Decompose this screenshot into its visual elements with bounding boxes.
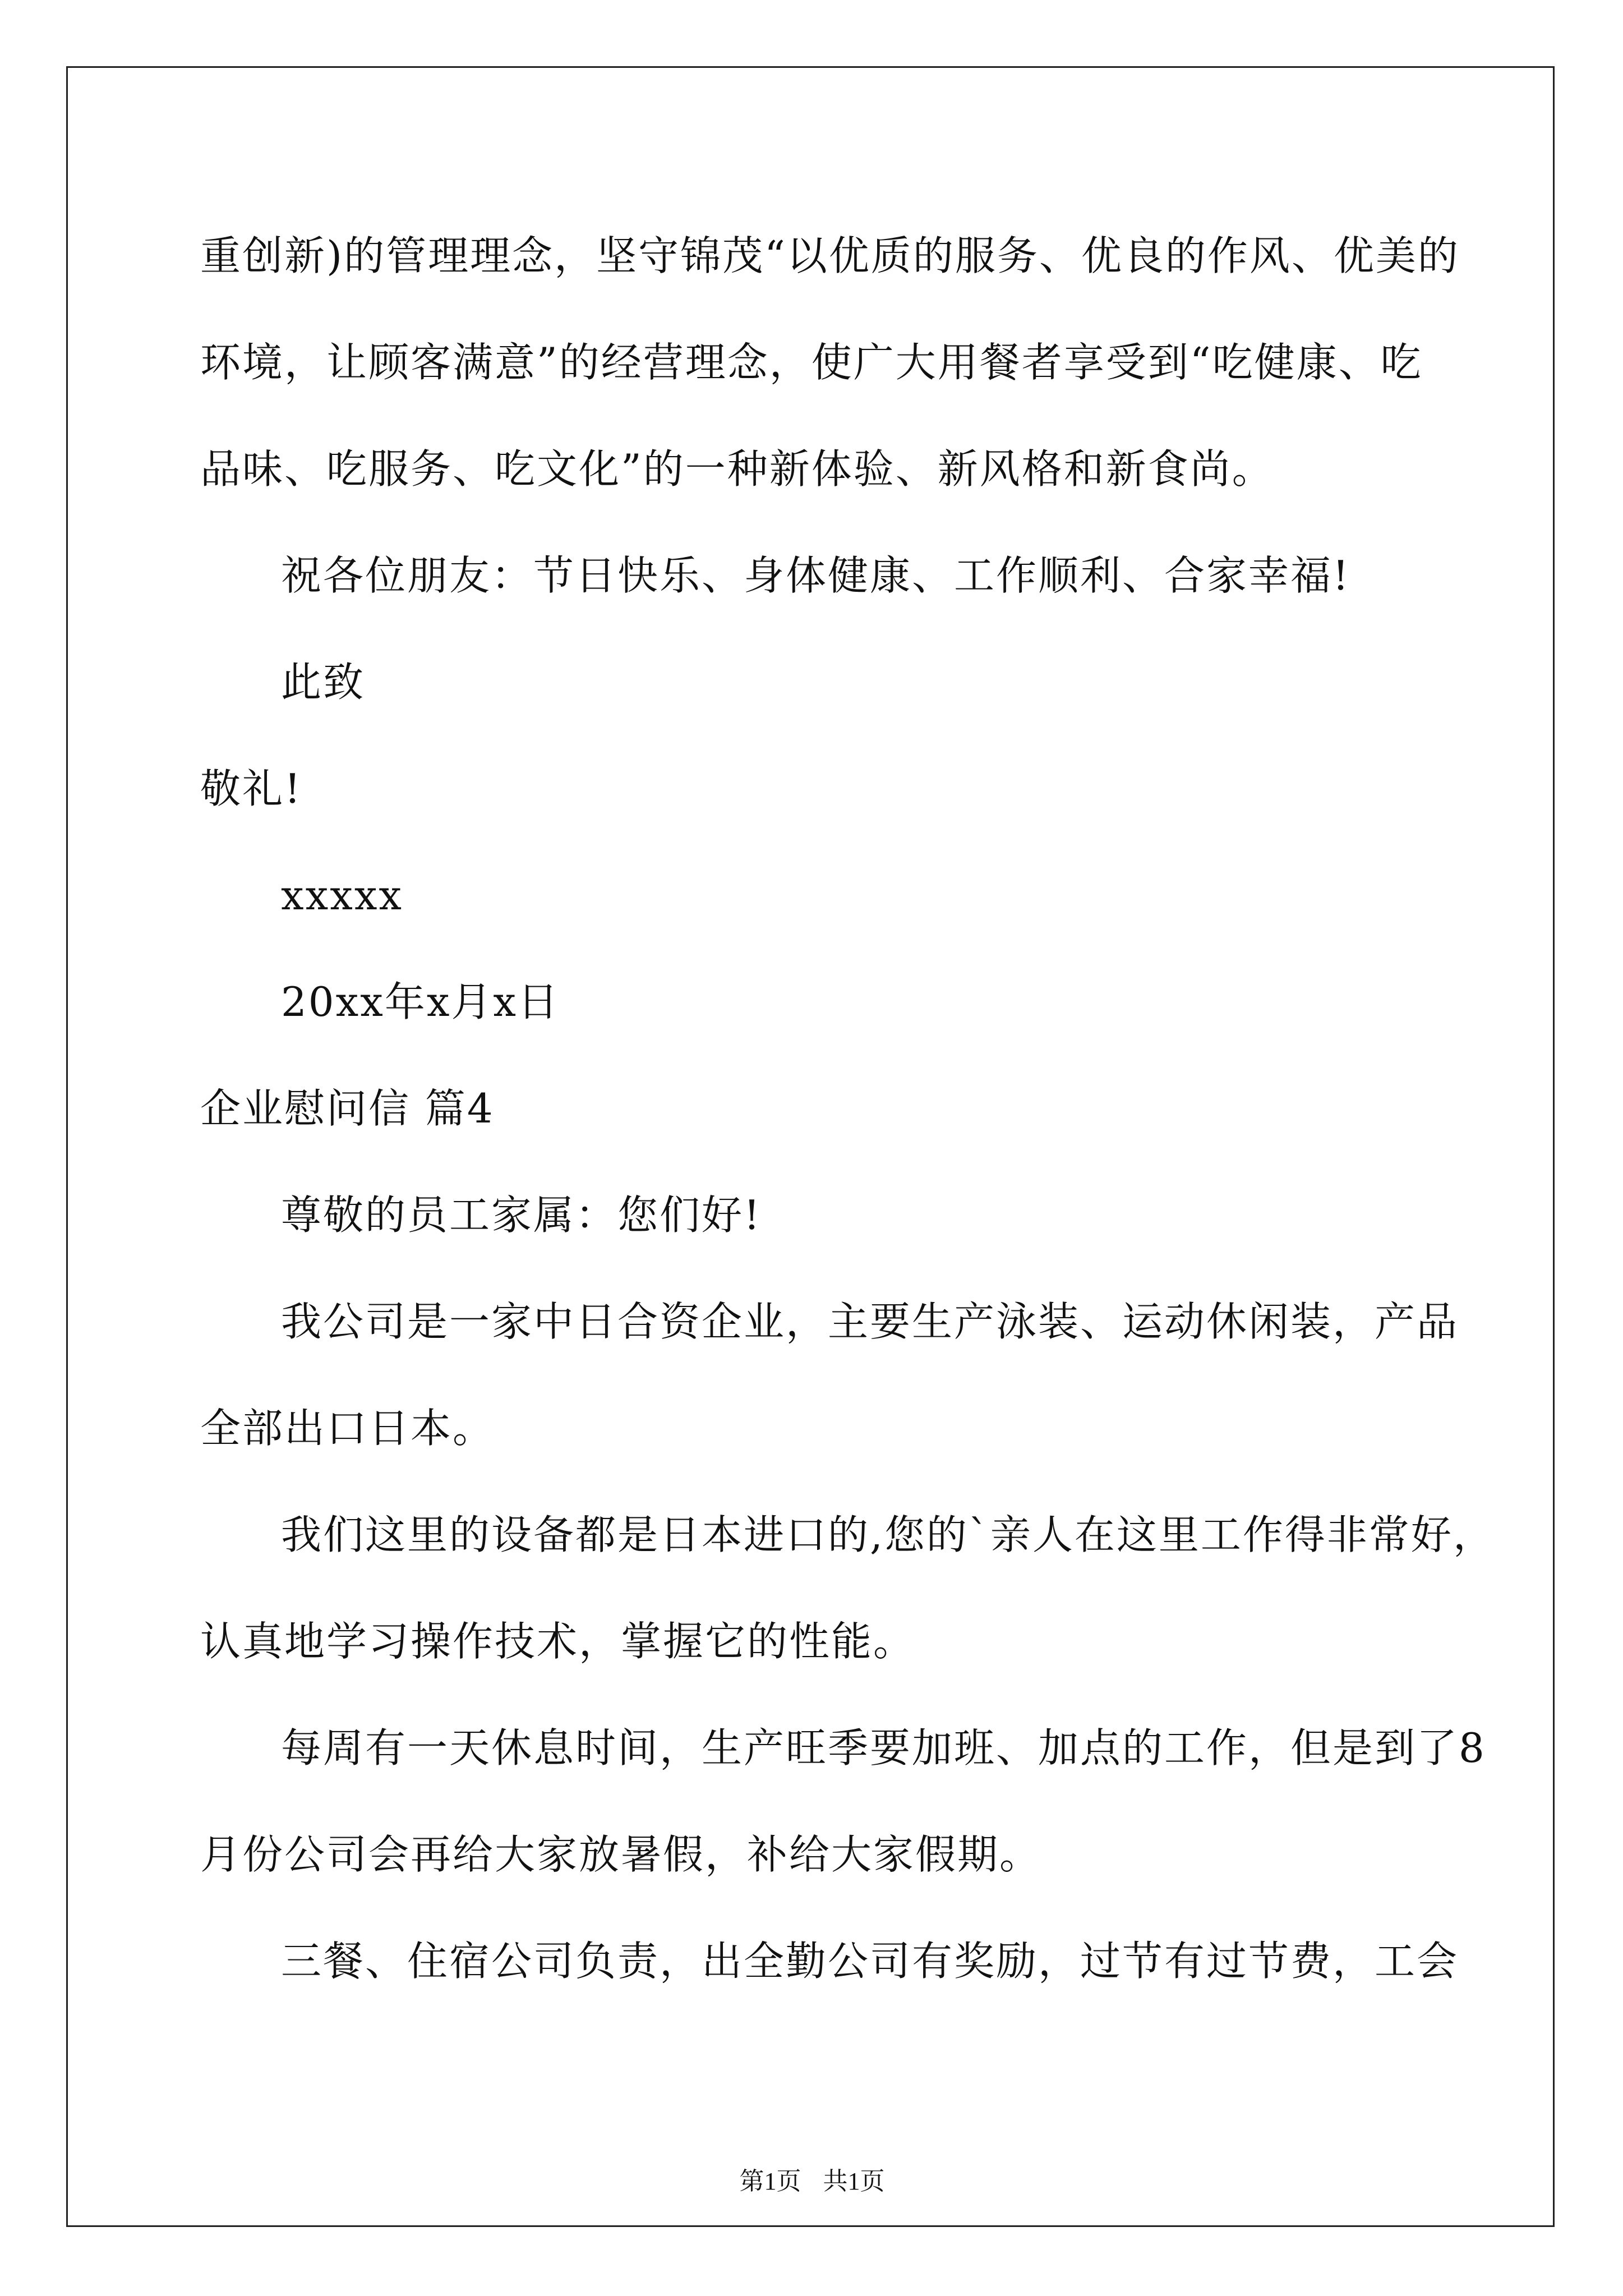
text-line-10: 尊敬的员工家属：您们好!	[281, 1191, 762, 1239]
text-line-14: 认真地学习操作技术，掌握它的性能。	[200, 1618, 916, 1665]
text-line-11: 我公司是一家中日合资企业，主要生产泳装、运动休闲装，产品	[281, 1298, 1459, 1345]
page-frame	[66, 66, 1555, 2227]
text-line-1: 重创新)的管理理念，坚守锦茂“以优质的服务、优良的作风、优美的	[200, 232, 1460, 279]
text-line-2: 环境，让顾客满意”的经营理念，使广大用餐者享受到“吃健康、吃	[200, 339, 1423, 386]
text-line-15: 每周有一天休息时间，生产旺季要加班、加点的工作，但是到了8	[281, 1724, 1486, 1772]
text-line-3: 品味、吃服务、吃文化”的一种新体验、新风格和新食尚。	[200, 445, 1274, 493]
page-number-total: 共1页	[823, 2168, 885, 2195]
text-line-7: xxxxx	[281, 872, 404, 919]
text-line-12: 全部出口日本。	[200, 1405, 495, 1452]
section-heading: 企业慰问信 篇4	[200, 1085, 495, 1132]
text-line-17: 三餐、住宿公司负责，出全勤公司有奖励，过节有过节费，工会	[281, 1938, 1459, 1985]
text-line-6: 敬礼!	[200, 765, 302, 812]
page-footer	[68, 2165, 1556, 2198]
text-line-16: 月份公司会再给大家放暑假，补给大家假期。	[200, 1831, 1042, 1878]
page-number-current: 第1页	[739, 2168, 801, 2195]
text-line-4: 祝各位朋友：节日快乐、身体健康、工作顺利、合家幸福!	[281, 552, 1350, 599]
text-line-13: 我们这里的设备都是日本进口的,您的`亲人在这里工作得非常好，	[281, 1511, 1495, 1558]
text-line-8: 20xx年x月x日	[281, 978, 560, 1025]
text-line-5: 此致	[281, 659, 366, 706]
